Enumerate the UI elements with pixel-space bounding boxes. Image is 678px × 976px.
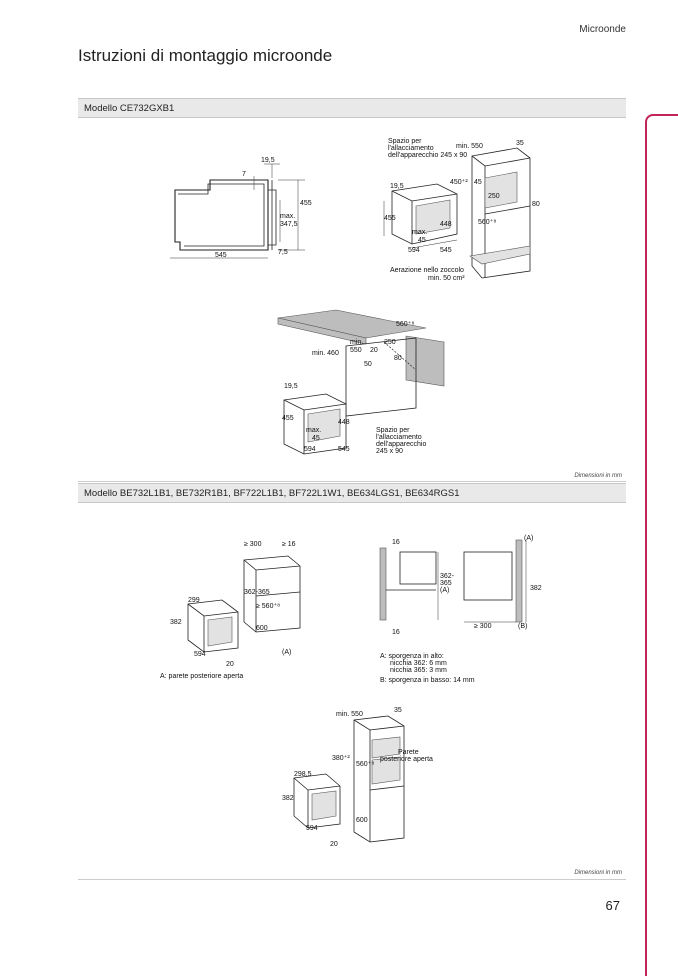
dim-594: 594 <box>304 446 316 453</box>
divider-1 <box>78 481 626 482</box>
label-space-2: l'allacciamento <box>388 145 434 152</box>
note-a: A: parete posteriore aperta <box>160 673 244 680</box>
dim-545: 545 <box>215 252 227 259</box>
label-parete-1: Parete <box>398 749 419 756</box>
label-a-top: (A) <box>524 535 534 542</box>
dim-298-5: 298,5 <box>294 771 312 778</box>
dim-80: 80 <box>532 201 540 208</box>
dim-20: 20 <box>370 347 378 354</box>
dim-50: 50 <box>364 361 372 368</box>
dim-545: 545 <box>440 247 452 254</box>
label-aer-1: Aerazione nello zoccolo <box>390 267 464 274</box>
dim-35: 35 <box>516 140 524 147</box>
label-space-3: dell'apparecchio <box>376 441 427 448</box>
label-space-2: l'allacciamento <box>376 434 422 441</box>
dim-35: 35 <box>394 707 402 714</box>
section-label: Microonde <box>579 24 626 35</box>
diagram-side-profile <box>376 530 551 690</box>
dim-250: 250 <box>488 193 500 200</box>
diagram-tall-cabinet-2 <box>280 702 440 854</box>
dim-448: 448 <box>338 419 350 426</box>
diagram-under-counter <box>276 308 451 463</box>
dim-448: 448 <box>440 221 452 228</box>
note-4: B: sporgenza in basso: 14 mm <box>380 677 475 684</box>
dim-450: 450⁺² <box>450 179 468 186</box>
dim-19-5: 19,5 <box>284 383 298 390</box>
dim-600: 600 <box>356 817 368 824</box>
dim-min-550: min. 550 <box>456 143 483 150</box>
dim-45: 45 <box>312 435 320 442</box>
page-title: Istruzioni di montaggio microonde <box>78 46 333 65</box>
dim-382: 382 <box>530 585 542 592</box>
dim-362a: 362- <box>440 573 455 580</box>
divider-2 <box>78 879 626 880</box>
dim-380: 380⁺² <box>332 755 350 762</box>
model-header-ce732gxb1: Modello CE732GXB1 <box>78 98 626 118</box>
model-header-be-bf-series: Modello BE732L1B1, BE732R1B1, BF722L1B1, BF722L1W1, BE634LGS1, BE634RGS1 <box>78 483 626 503</box>
chapter-tab-edge <box>645 114 678 976</box>
dim-min-550: min. 550 <box>336 711 363 718</box>
note-2: nicchia 362: 6 mm <box>390 660 447 667</box>
dim-max: max. <box>280 213 296 220</box>
dim-7: 7 <box>242 171 246 178</box>
dim-max: max. <box>412 229 428 236</box>
dim-16b: 16 <box>392 629 400 636</box>
dim-250: 250 <box>384 339 396 346</box>
dim-455: 455 <box>384 215 396 222</box>
dim-min-550b: 550 <box>350 347 362 354</box>
dim-594: 594 <box>408 247 420 254</box>
dim-382: 382 <box>170 619 182 626</box>
dimensions-note-2: Dimensioni in mm <box>574 870 622 876</box>
dim-362-365: 362-365 <box>244 589 270 596</box>
dim-560: 560⁺⁸ <box>478 219 497 226</box>
diagram-tall-cabinet <box>382 136 547 286</box>
label-aer-2: min. 50 cm² <box>428 275 465 282</box>
dim-80: 80 <box>394 355 402 362</box>
dim-362b: 365 <box>440 580 452 587</box>
dim-382: 382 <box>282 795 294 802</box>
dim-560: 560⁺⁸ <box>396 321 415 328</box>
dim-560: 560⁺⁸ <box>356 761 375 768</box>
dim-347-5: 347,5 <box>280 221 298 228</box>
dim-455: 455 <box>282 415 294 422</box>
note-3: nicchia 365: 3 mm <box>390 667 447 674</box>
dim-300: ≥ 300 <box>244 541 262 548</box>
label-a: (A) <box>282 649 292 656</box>
dim-594: 594 <box>306 825 318 832</box>
label-parete-2: posteriore aperta <box>380 756 433 763</box>
label-a: (A) <box>440 587 450 594</box>
dim-600: 600 <box>256 625 268 632</box>
label-space-1: Spazio per <box>376 427 410 434</box>
dim-min-460: min. 460 <box>312 350 339 357</box>
dim-45: 45 <box>474 179 482 186</box>
dim-300: ≥ 300 <box>474 623 492 630</box>
label-space-1: Spazio per <box>388 138 422 145</box>
dim-594: 594 <box>194 651 206 658</box>
dim-299: 299 <box>188 597 200 604</box>
dim-16: ≥ 16 <box>282 541 296 548</box>
dim-455: 455 <box>300 200 312 207</box>
label-b: (B) <box>518 623 528 630</box>
dim-19-5: 19,5 <box>390 183 404 190</box>
page-number: 67 <box>605 898 620 913</box>
dim-7-5: 7,5 <box>278 249 288 256</box>
diagram-side-section <box>160 150 320 265</box>
label-space-3: dell'apparecchio 245 x 90 <box>388 152 468 159</box>
dim-45b: 45 <box>418 237 426 244</box>
diagram-wall-cabinet <box>160 536 310 686</box>
dim-min-550a: min. <box>350 339 364 346</box>
dim-max: max. <box>306 427 322 434</box>
dimensions-note-1: Dimensioni in mm <box>574 473 622 479</box>
dim-20: 20 <box>226 661 234 668</box>
dim-560: ≥ 560⁺⁸ <box>256 603 281 610</box>
dim-545: 545 <box>338 446 350 453</box>
note-1: A: sporgenza in alto: <box>380 653 444 660</box>
label-space-4: 245 x 90 <box>376 448 403 455</box>
dim-16a: 16 <box>392 539 400 546</box>
dim-19-5: 19,5 <box>261 157 275 164</box>
dim-20: 20 <box>330 841 338 848</box>
